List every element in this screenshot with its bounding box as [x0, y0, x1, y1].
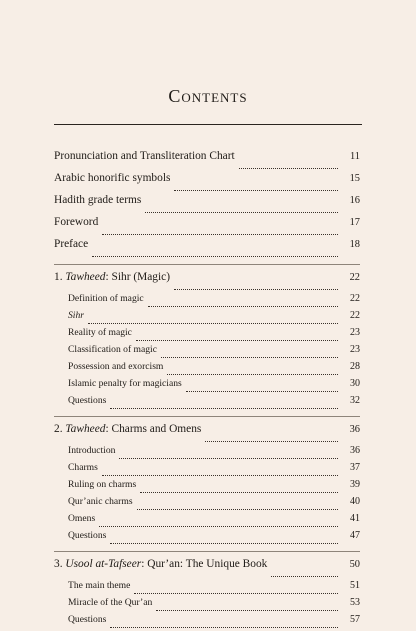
toc-subentry: [54, 479, 360, 496]
toc-label: Charms: [68, 462, 98, 473]
chapter-3: [54, 558, 360, 631]
toc-page-number: 37: [350, 462, 360, 473]
title-rule: [54, 124, 362, 125]
dot-leader: [92, 256, 338, 257]
dot-leader: [161, 357, 338, 358]
toc-subentry: [54, 614, 360, 631]
dot-leader: [271, 576, 338, 577]
toc-page-number: 11: [349, 151, 360, 162]
section-divider: [54, 264, 360, 265]
toc-label: Questions: [68, 395, 107, 406]
toc-page-number: 30: [350, 378, 360, 389]
dot-leader: [145, 212, 338, 213]
toc-subentry: [54, 496, 360, 513]
toc-page-number: 28: [350, 361, 360, 372]
toc-label: Qur’anic charms: [68, 496, 133, 507]
toc-page-number: 50: [349, 559, 360, 570]
toc-page-number: 16: [349, 195, 360, 206]
toc-label: Pronunciation and Transliteration Chart: [54, 150, 235, 162]
dot-leader: [174, 289, 338, 290]
dot-leader: [102, 475, 338, 476]
toc-label: Sihr: [68, 310, 84, 321]
dot-leader: [156, 610, 338, 611]
dot-leader: [88, 323, 338, 324]
dot-leader: [134, 593, 338, 594]
toc-page-number: 57: [350, 614, 360, 625]
page-title: Contents: [168, 86, 248, 106]
toc-label: Reality of magic: [68, 327, 132, 338]
toc-page-number: 18: [349, 239, 360, 250]
toc-label: Miracle of the Qur’an: [68, 597, 153, 608]
chapter-1: [54, 271, 360, 412]
toc-page-number: 53: [350, 597, 360, 608]
chapter-heading: [54, 558, 360, 580]
toc-subentry: [54, 293, 360, 310]
toc-subentry: [54, 395, 360, 412]
toc-page-number: 41: [350, 513, 360, 524]
toc-label: Preface: [54, 238, 89, 250]
toc-page-number: 17: [349, 217, 360, 228]
dot-leader: [186, 391, 338, 392]
chapter-label: 3. Usool at-Tafseer: Qur’an: The Unique Book: [54, 558, 268, 570]
toc-subentry: [54, 513, 360, 530]
toc-label: Islamic penalty for magicians: [68, 378, 182, 389]
dot-leader: [205, 441, 338, 442]
dot-leader: [136, 340, 338, 341]
dot-leader: [137, 509, 338, 510]
toc-page-number: 32: [350, 395, 360, 406]
toc-label: Questions: [68, 530, 107, 541]
toc-page-number: 36: [350, 445, 360, 456]
toc-entry: [54, 150, 360, 172]
toc-label: Classification of magic: [68, 344, 157, 355]
dot-leader: [239, 168, 338, 169]
toc-page-number: 22: [349, 272, 360, 283]
dot-leader: [102, 234, 338, 235]
dot-leader: [174, 190, 338, 191]
toc-page-number: 51: [350, 580, 360, 591]
toc-page-number: 40: [350, 496, 360, 507]
toc-page-number: 23: [350, 344, 360, 355]
chapter-2: [54, 423, 360, 547]
chapter-label: 1. Tawheed: Sihr (Magic): [54, 271, 171, 283]
dot-leader: [110, 408, 338, 409]
toc-entry: [54, 238, 360, 260]
toc-label: Possession and exorcism: [68, 361, 164, 372]
toc-page-number: 39: [350, 479, 360, 490]
toc-subentry: [54, 445, 360, 462]
toc-label: Hadith grade terms: [54, 194, 142, 206]
dot-leader: [148, 306, 338, 307]
section-divider: [54, 416, 360, 417]
toc-label: Introduction: [68, 445, 116, 456]
chapter-heading: [54, 423, 360, 445]
toc-subentry: [54, 530, 360, 547]
toc-subentry: [54, 310, 360, 327]
toc-page-number: 22: [350, 310, 360, 321]
toc-page-number: 15: [349, 173, 360, 184]
toc-label: Definition of magic: [68, 293, 144, 304]
table-of-contents: [54, 150, 360, 631]
toc-label: Questions: [68, 614, 107, 625]
toc-label: Arabic honorific symbols: [54, 172, 171, 184]
section-divider: [54, 551, 360, 552]
toc-entry: [54, 194, 360, 216]
dot-leader: [110, 627, 338, 628]
toc-entry: [54, 216, 360, 238]
toc-subentry: [54, 361, 360, 378]
toc-subentry: [54, 327, 360, 344]
chapter-label: 2. Tawheed: Charms and Omens: [54, 423, 202, 435]
toc-subentry: [54, 378, 360, 395]
toc-page-number: 22: [350, 293, 360, 304]
toc-page-number: 23: [350, 327, 360, 338]
toc-entry: [54, 172, 360, 194]
toc-page-number: 47: [350, 530, 360, 541]
chapter-heading: [54, 271, 360, 293]
toc-label: Ruling on charms: [68, 479, 137, 490]
toc-label: Foreword: [54, 216, 99, 228]
toc-subentry: [54, 597, 360, 614]
toc-subentry: [54, 344, 360, 361]
toc-subentry: [54, 462, 360, 479]
toc-label: Omens: [68, 513, 96, 524]
toc-subentry: [54, 580, 360, 597]
front-matter: [54, 150, 360, 260]
dot-leader: [110, 543, 338, 544]
dot-leader: [167, 374, 338, 375]
toc-page-number: 36: [349, 424, 360, 435]
dot-leader: [99, 526, 338, 527]
dot-leader: [119, 458, 338, 459]
toc-label: The main theme: [68, 580, 131, 591]
dot-leader: [140, 492, 338, 493]
